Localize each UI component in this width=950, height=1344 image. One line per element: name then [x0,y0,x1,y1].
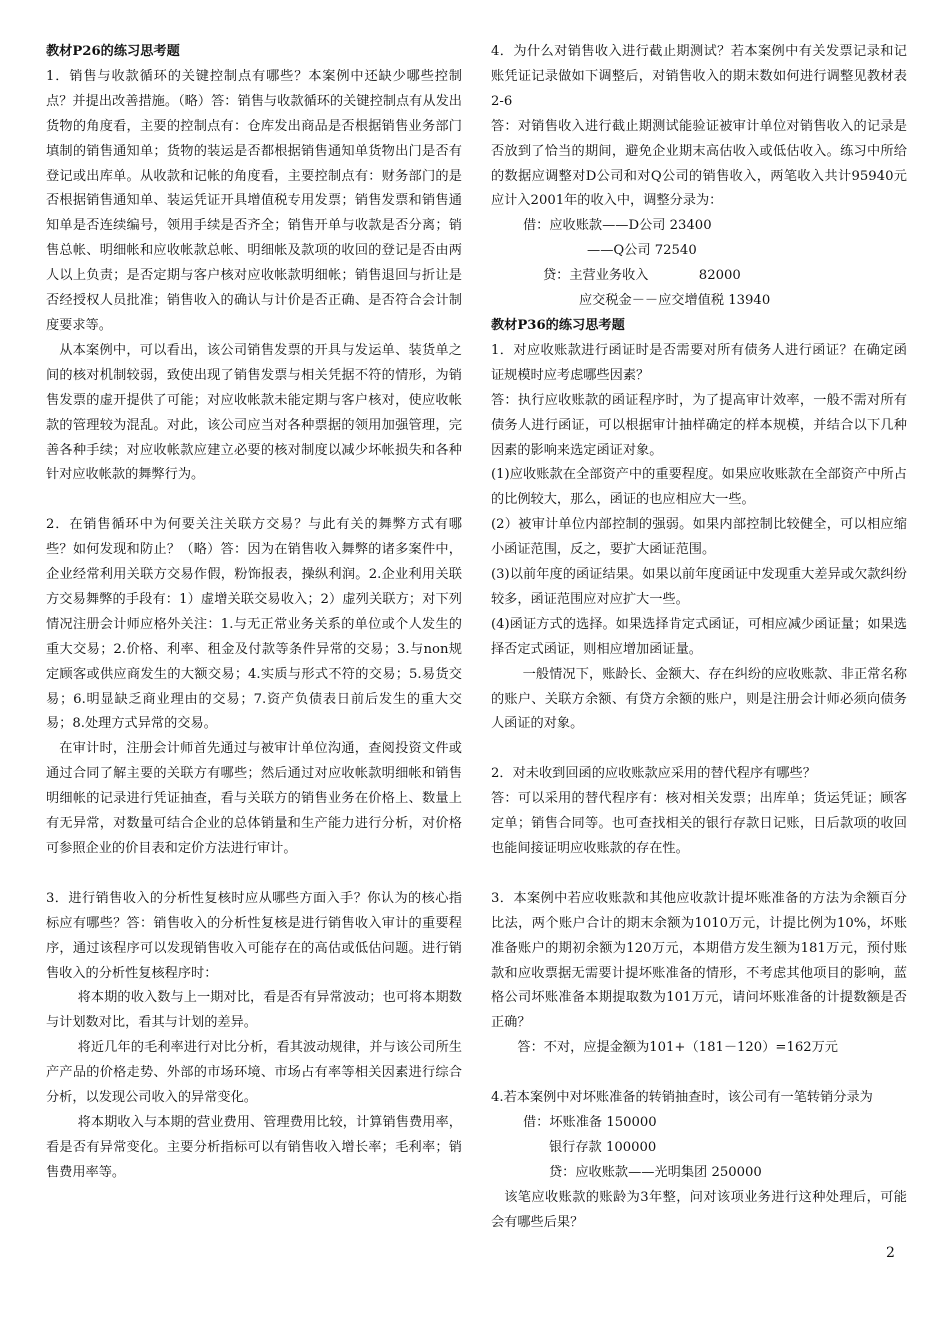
question-4: 4．为什么对销售收入进行截止期测试？若本案例中有关发票记录和记账凭证记录做如下调整后，对销售收入的期末数如何进行调整见教材表2-6 [491,44,907,109]
question-3-point-3: 将本期收入与本期的营业费用、管理费用比较，计算销售费用率，看是否有异常变化。主要分析指标可以有销售收入增长率；毛利率；销售费用率等。 [46,1114,462,1180]
factor-4: (4)函证方式的选择。如果选择肯定式函证，可相应减少函证量；如果选择否定式函证，则相应增加函证量。 [491,616,907,657]
p36-question-4: 4.若本案例中对坏账准备的转销抽查时，该公司有一笔转销分录为 [491,1090,873,1106]
p36-question-2: 2．对未收到回函的应收账款应采用的替代程序有哪些？ [491,766,816,782]
spacer [491,862,907,887]
question-3-point-2: 将近几年的毛利率进行对比分析，看其波动规律，并与该公司所生产产品的价格走势、外部的市场环境、市场占有率等相关因素进行综合分析，以发现公司收入的异常变化。 [46,1040,462,1106]
spacer [491,737,907,762]
p36-question-3-answer: 答：不对，应提金额为101+（181－120）=162万元 [517,1040,838,1056]
factor-1: (1)应收账款在全部资产中的重要程度。如果应收账款在全部资产中所占的比例较大，那么，函证的也应相应大一些。 [491,467,907,508]
journal-entry-credit: 贷：主营业务收入 82000 [543,268,741,284]
question-2: 2．在销售循环中为何要关注关联方交易？与此有关的舞弊方式有哪些？如何发现和防止？（略）答：因为在销售收入舞弊的诸多案件中，企业经常利用关联方交易作假，粉饰报表，操纵利润。2.企业利用关联方交易舞弊的手段有：1）虚增关联交易收入；2）虚列关联方；对下列情况注册会计师应格外关注：1.与无正常业务关系的单位或个人发生的重大交易；2.价格、利率、租金及付款等条件异常的交易；3.与non规定顾客或供应商发生的大额交易；4.实质与形式不符的交易；5.易货交易；6.明显缺乏商业理由的交易；7.资产负债表日前后发生的重大交易；8.处理方式异常的交易。 [46,517,462,732]
factor-3: (3)以前年度的函证结果。如果以前年度函证中发现重大差异或欠款纠纷较多，函证范围应对应扩大一些。 [491,567,907,607]
right-column [491,40,907,1235]
p36-question-2-answer: 答：可以采用的替代程序有：核对相关发票；出库单；货运凭证；顾客定单；销售合同等。也可查找相关的银行存款日记账，日后款项的收回也能间接证明应收账款的存在性。 [491,791,907,856]
section-heading-p36: 教材P36的练习思考题 [491,317,625,333]
question-4-answer: 答：对销售收入进行截止期测试能验证被审计单位对销售收入的记录是否放到了恰当的期间，避免企业期末高估收入或低估收入。练习中所给的数据应调整对D公司和对Q公司的销售收入，两笔收入共计95940元应计入2001年的收入中，调整分录为： [491,118,907,209]
writeoff-entry-credit: 贷：应收账款——光明集团 250000 [549,1164,762,1180]
section-heading-p26: 教材P26的练习思考题 [46,44,180,59]
p36-question-1: 1．对应收账款进行函证时是否需要对所有债务人进行函证？在确定函证规模时应考虑哪些因素？ [491,342,907,383]
question-3: 3．进行销售收入的分析性复核时应从哪些方面入手？你认为的核心指标应有哪些？答：销售收入的分析性复核是进行销售收入审计的重要程序，通过该程序可以发现销售收入可能存在的高估或低估问题。进行销售收入的分析性复核程序时： [46,890,462,981]
writeoff-entry-debit: 借：坏账准备 150000 [523,1114,657,1130]
factor-2: (2）被审计单位内部控制的强弱。如果内部控制比较健全，可以相应缩小函证范围，反之，要扩大函证范围。 [491,517,907,558]
question-1-analysis: 从本案例中，可以看出，该公司销售发票的开具与发运单、装货单之间的核对机制较弱，致使出现了销售发票与相关凭据不符的情形，为销售发票的虚开提供了可能；对应收帐款未能定期与客户核对，使应收帐款的管理较为混乱。对此，该公司应当对各种票据的领用加强管理，完善各种手续；对应收帐款应建立必要的核对制度以减少坏帐损失和各种针对应收帐款的舞弊行为。 [46,342,462,483]
general-note: 一般情况下，账龄长、金额大、存在纠纷的应收账款、非正常名称的账户、关联方余额、有贷方余额的账户，则是注册会计师必须向债务人函证的对象。 [491,666,907,732]
writeoff-entry-debit-2: 银行存款 100000 [549,1139,657,1155]
spacer [46,488,462,513]
spacer [46,862,462,887]
left-column [46,40,462,1186]
p36-question-4-end: 该笔应收账款的账龄为3年整，问对该项业务进行这种处理后，可能会有哪些后果？ [491,1189,907,1230]
p36-question-3: 3．本案例中若应收账款和其他应收款计提坏账准备的方法为余额百分比法，两个账户合计的期末余额为1010万元，计提比例为10%，坏账准备账户的期初余额为120万元，本期借方发生额为181万元，预付账款和应收票据无需要计提坏账准备的情形，不考虑其他项目的影响，蓝格公司坏账准备本期提取数为101万元，请问坏账准备的计提数额是否正确？ [491,890,907,1031]
journal-entry-debit-2: ——Q公司 72540 [587,243,697,259]
journal-entry-debit: 借：应收账款——D公司 23400 [523,218,712,234]
page-number: 2 [886,1245,895,1261]
p36-question-1-answer: 答：执行应收账款的函证程序时，为了提高审计效率，一般不需对所有债务人进行函证，可以根据审计抽样确定的样本规模，并结合以下几种因素的影响来选定函证对象。 [491,392,907,458]
question-2-audit: 在审计时，注册会计师首先通过与被审计单位沟通，查阅投资文件或通过合同了解主要的关联方有哪些；然后通过对应收帐款明细帐和销售明细帐的记录进行凭证抽查，看与关联方的销售业务在价格上、数量上有无异常，对数量可结合企业的总体销量和生产能力进行分析，对价格可参照企业的价目表和定价方法进行审计。 [46,741,462,856]
question-3-point-1: 将本期的收入数与上一期对比，看是否有异常波动；也可将本期数与计划数对比，看其与计划的差异。 [46,990,462,1031]
journal-entry-credit-2: 应交税金－－应交增值税 13940 [579,293,771,309]
question-1: 1．销售与收款循环的关键控制点有哪些？本案例中还缺少哪些控制点？并提出改善措施。（略）答：销售与收款循环的关键控制点有从发出货物的角度看，主要的控制点有：仓库发出商品是否根据销售业务部门填制的销售通知单；货物的装运是否都根据销售通知单货物出门是否有登记或出库单。从收款和记帐的角度看，主要控制点有：财务部门的是否根据销售通知单、装运凭证开具增值税专用发票；销售发票和销售通知单是否连续编号，领用手续是否齐全；销售开单与收款是否分离；销售总帐、明细帐和应收帐款总帐、明细帐及款项的收回的登记是否由两人以上负责；是否定期与客户核对应收帐款明细帐；销售退回与折让是否经授权人员批准；销售收入的确认与计价是否正确、是否符合会计制度要求等。 [46,68,462,333]
spacer [491,1061,907,1086]
